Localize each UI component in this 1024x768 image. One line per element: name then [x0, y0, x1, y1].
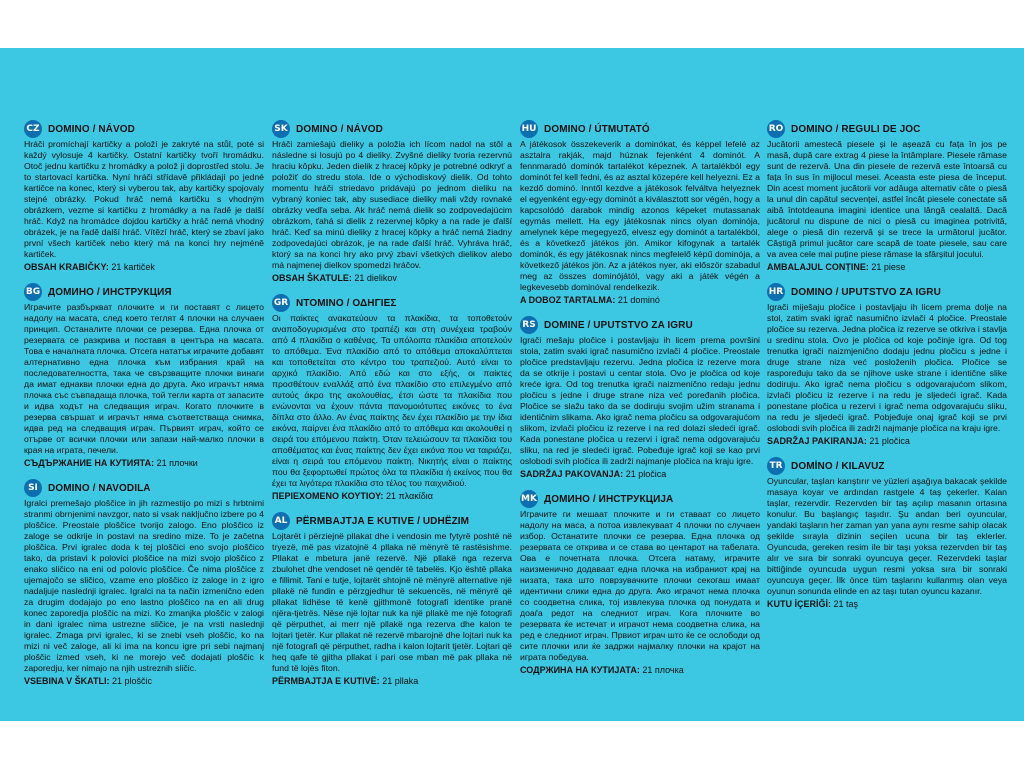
section-text: Hráči promíchají kartičky a položí je zakryté na stůl, poté si každý vylosuje 4 kartičky. Ostatní kartičky tvoří hromádku. Otoč jednu kartičku z hromádky a polož ji doprostřed stolu. Je to startovací kartička. Nyní hráči střídavě přikládají po jedné kartičce na konec, který si vyberou tak, aby kartičky spojovaly stejné obrázky. Pokud hráč nemá kartičku s vhodným obrázkem, vezme si kartičku z hromádky a na řadě je další hráč. Když na hromádce dojdou kartičky a hráč nemá vhodný obrázek, je na řadě další hráč. Vítězí hráč, který se zbaví jako první všech kartiček nebo který má na konci hry nejméně kartiček. [24, 139, 264, 259]
language-badge: SK [272, 120, 290, 138]
section-title: ДОМИНО / ИНСТРУКЦИЯ [48, 286, 172, 298]
section-title: PËRMBAJTJA E KUTIVE / UDHËZIM [296, 515, 470, 527]
box-contents: ΠΕΡΙΕΧΟΜΕΝΟ ΚΟΥΤΙΟΥ: 21 πλακίδια [272, 491, 433, 501]
language-badge: RO [767, 120, 785, 138]
section-si [24, 479, 264, 687]
box-contents: SADRŽAJ PAKIRANJA: 21 pločica [767, 436, 910, 446]
language-badge: AL [272, 512, 290, 530]
section-tr [767, 457, 1007, 610]
section-text: Igralci premešajo ploščice in jih razmestijo po mizi s hrbtnimi stranmi obrnjenimi navzgor, nato si vsak naključno izbere po 4 ploščice. Preostale ploščice tvorijo zalogo. Eno ploščico iz zaloge se odkrije in postavi na sredino mize. To je začetna ploščica. Prvi igralec doda k tej ploščici eno svojo ploščico tako, da pristavi k polovici ploščice na mizi svojo ploščico z enako sličico na eni od polovic ploščice. Če nima ploščice z ujemajočo se sličico, vzame eno ploščico iz zaloge in z igro nadaljuje naslednji igralec. Igralci na ta način izmenično eden za drugim dodajajo po eno lastno ploščico na en ali drug konec zaporedja ploščic na mizi. Ko zmanjka ploščic v zalogi in dani igralec nima ustrezne sličice, je na vrsti naslednji igralec. Zmaga prvi igralec, ki se znebi vseh ploščic, ko na mizi ni več zaloge, ali ki ima na koncu igre pri sebi najmanj ploščic izmed vseh, ki ne morejo več dodajati ploščic k zaporedju, ker nimajo na njih ustreznih sličic. [24, 498, 264, 673]
language-badge: HR [767, 283, 785, 301]
box-contents: A DOBOZ TARTALMA: 21 dominó [520, 295, 660, 305]
box-contents: OBSAH ŠKATULE: 21 dielikov [272, 273, 397, 283]
section-title: DOMINO / UPUTSTVO ZA IGRU [791, 286, 941, 298]
section-title: DOMINO / NÁVOD [48, 123, 135, 135]
section-title: DOMİNO / KILAVUZ [791, 460, 885, 472]
column-4 [767, 120, 1007, 620]
box-contents: OBSAH KRABIČKY: 21 kartiček [24, 262, 155, 272]
box-contents: СЪДЪРЖАНИЕ НА КУТИЯТА: 21 плочки [24, 458, 198, 468]
box-contents: KUTU İÇERİĞİ: 21 taş [767, 599, 859, 609]
language-badge: RS [520, 316, 538, 334]
column-1 [24, 120, 264, 697]
section-text: Jucătorii amestecă piesele și le așează cu fața în jos pe masă, după care extrag 4 piese la întâmplare. Piesele rămase sunt de rezervă. Una din piesele de rezervă este întoarsă cu fața în sus în mijlocul mesei. Aceasta este piesa de început. Din acest moment jucătorii vor adăuga alternativ câte o piesă la unul din capătul secvenței, astfel încât piesele conectate să aibă întotdeauna imagini identice una lângă cealaltă. Dacă jucătorul nu dispune de nici o piesă cu imaginea potrivită, alege o piesă din rezervă și se trece la următorul jucător. Câștigă primul jucător care scapă de toate piesele, sau care va avea cele mai puține piese rămase la sfârșitul jocului. [767, 139, 1007, 259]
section-hu [520, 120, 760, 306]
language-badge: GR [272, 294, 290, 312]
section-title: ΝΤΟΜΙΝΟ / ΟΔΗΓΙΕΣ [296, 297, 397, 309]
section-rs [520, 316, 760, 480]
section-text: A játékosok összekeverik a dominókat, és képpel lefelé az asztalra rakják, majd húznak fejenként 4 dominót. A fennmaradó dominók tartalékot képeznek. A tartalékból egy dominót fel kell fedni, és az asztal közepére kell helyezni. Ez a kezdő dominó. Inntől kezdve a játékosok felváltva helyeznek el egyenként egy-egy dominót a kiválasztott sor végén, hogy a kapcsolódó darabok mindig azonos képeket mutassanak egymás mellett. Ha egy játékosnak nincs olyan dominója, amelynek képe megegyező, elvesz egy dominót a tartalékból, és a következő játékos jön. Amikor kifogynak a tartalék dominók, és egy játékosnak nincs megfelelő képű dominója, a következő játékos jön. Az a játékos nyer, aki először szabadul meg az összes dominójától, vagy aki a játék végén a legkevesebb dominóval rendelkezik. [520, 139, 761, 292]
section-gr [272, 294, 512, 502]
section-text: Играчите ги мешаат плочките и ги ставаат со лицето надолу на маса, а потоа извлекуваат 4 плочки по случаен избор. Останатите плочки се резерва. Една плочка од резервата се открива и се става во центарот на табелата. Ова е почетната плочка. Отсега натаму, играчите наизменично додаваат една плочка на избраниот крај на низата, така што поврзувачките плочки секогаш имаат идентични слики една до друга. Ако играчот нема плочка со соодветна слика, тој извлекува плочка од понудата и доаѓа редот на следниот играч. Кога плочките во резервата ќе истечат и играчот нема соодветна слика, на ред е следниот играч. Првиот играч што ќе се ослободи од сите плочки или ќе задржи најмалку плочки на крајот на играта победува. [520, 509, 760, 662]
column-3 [520, 120, 760, 686]
section-text: Igrači mešaju pločice i postavljaju ih licem prema površini stola, zatim svaki igrač nasumično izvlači 4 pločice. Preostale pločice predstavljaju rezervu. Jedna pločica iz rezerve mora da se otkrije i postavi u centar stola. Ovo je pločica od koje kreće igra. Od tog trenutka igrači naizmenično redaju jednu pločicu s jedne i druge strane niza već poređanih pločica. Pločice se slažu tako da se dodiruju svojim užim stranama i identičnim slikama. Ako igrač nema pločicu sa odgovarajućom slikom, izvlači pločicu iz rezerve i na red dolazi sledeći igrač. Kada ponestane pločica u rezervi i igrač nema odgovarajuću sliku, na red je sledeći igrač. Pobeđuje igrač koji se kao prvi oslobodi svih pločica ili zadrži najmanje pločica na kraju igre. [520, 335, 760, 466]
box-contents: SADRŽAJ PAKOVANJA: 21 pločica [520, 469, 667, 479]
section-mk [520, 490, 760, 676]
language-badge: CZ [24, 120, 42, 138]
section-title: DOMINO / ÚTMUTATÓ [544, 123, 650, 135]
column-2 [272, 120, 512, 697]
section-cz [24, 120, 264, 273]
language-badge: BG [24, 283, 42, 301]
language-badge: SI [24, 479, 42, 497]
language-badge: TR [767, 457, 785, 475]
section-title: DOMINO / NÁVOD [296, 123, 383, 135]
section-title: DOMINO / NAVODILA [48, 482, 151, 494]
section-text: Hráči zamiešajú dieliky a položia ich lícom nadol na stôl a následne si losujú po 4 dieliky. Zvyšné dieliky tvoria rezervnú hraciu kôpku. Jeden dielik z hracej kôpky je potrebné odkryť a položiť do stredu stola. Ide o východiskový dielik. Od tohto momentu hráči striedavo pridávajú po jednom dieliku na vybraný koniec tak, aby susediace dieliky mali vždy rovnaké obrázky vedľa seba. Ak hráč nemá dielik so zodpovedajúcim obrázkom, ťahá si dielik z rezervnej kôpky a na rade je ďalší hráč. Keď sa minú dieliky z hracej kôpky a hráč nemá žiadny zodpovedajúci obrázok, je na rade ďalší hráč. Vyhráva hráč, ktorý sa na konci hry ako prvý zbaví všetkých dielikov alebo má najmenej dielkov spomedzi hráčov. [272, 139, 512, 270]
box-contents: PËRMBAJTJA E KUTIVË: 21 pllaka [272, 676, 419, 686]
section-bg [24, 283, 264, 469]
section-sk [272, 120, 512, 284]
section-text: Lojtarët i përziejnë pllakat dhe i vendosin me fytyrë poshtë në tryezë, më pas vizatojnë 4 pllaka në mënyrë të rastësishme. Pllakat e mbetura janë rezervë. Një pllakë nga rezerva zbulohet dhe vendoset në qendër të tabelës. Kjo është pllaka e fillimit. Tani e tutje, lojtarët shtojnë në mënyrë alternative një pllakë në fundin e përzgjedhur të sekuencës, në mënyrë që pllakat lidhëse të kenë gjithmonë fotografi identike pranë njëra-tjetrës. Nëse një lojtar nuk ka një pllakë me një fotografi që përputhet, ai merr një pllakë nga rezerva dhe kalon te lojtari tjetër. Kur pllakat në rezervë mbarojnë dhe lojtari nuk ka një fotografi që përputhet, radha i kalon lojtarit tjetër. Lojtari që heq qafe të gjitha pllakat i pari ose mban më pak pllaka në fund të lojës fiton. [272, 531, 512, 673]
section-text: Igrači miješaju pločice i postavljaju ih licem prema dolje na stol, zatim svaki igrač nasumično izvlači 4 pločice. Preostale pločice su rezerva. Jedna pločica iz rezerve se otkriva i stavlja u sredinu stola. Ovo je pločica od koje počinje igra. Od tog trenutka igrači naizmjenično dodaju jednu pločicu s jedne i druge strane niza već posloženih pločica. Pločice se raspoređuju tako da se njihove uske strane i identične slike dodiruju. Ako igrač nema pločicu s odgovarajućom slikom, izvlači pločicu iz rezerve i na redu je sljedeći igrač. Kada ponestane pločica u rezervi i igrač nema odgovarajuću sliku, na redu je sljedeći igrač. Pobjeđuje onaj igrač koji se prvi oslobodi svih pločica ili zadrži najmanje pločica na kraju igre. [767, 302, 1007, 433]
instruction-sheet [0, 48, 1024, 721]
section-ro [767, 120, 1007, 273]
language-badge: HU [520, 120, 538, 138]
box-contents: СОДРЖИНА НА КУТИЈАТА: 21 плочка [520, 665, 684, 675]
box-contents: VSEBINA V ŠKATLI: 21 ploščic [24, 676, 153, 686]
section-text: Играчите разбъркват плочките и ги поставят с лицето надолу на масата, след което теглят 4 плочки на случаен принцип. Останалите плочки се резерва. Една плочка от резервата се разкрива и поставя в центъра на масата. Това е началната плочка. Отсега нататък играчите добавят алтернативно една плочка към избрания край на последователността, така че свързващите плочки винаги да имат еднакви плочки една до друга. Ако играчът няма плочка със съвпадаща плочка, той тегли карта от запасите и идва ходът на следващия играч. Когато плочките в резерва свършат и играчът няма съответстваща снимка, идва ред на следващия играч. Първият играч, който се отърве от всички плочки или запази най-малко плочки в края на играта, печели. [24, 302, 264, 455]
section-text: Οι παίκτες ανακατεύουν τα πλακίδια, τα τοποθετούν αναποδογυρισμένα στο τραπέζι και στη συνέχεια τραβούν από 4 πλακίδια ο καθένας. Τα υπόλοιπα πλακίδια αποτελούν το απόθεμα. Ένα πλακίδιο από το απόθεμα αποκαλύπτεται και τοποθετείται στο κέντρο του τραπεζιού. Αυτό είναι το αρχικό πλακίδιο. Από εδώ και στο εξής, οι παίκτες προσθέτουν εναλλάξ από ένα πλακίδιο στο επιλεγμένο από αυτούς άκρο της ακολουθίας, έτσι ώστε τα πλακίδια που ενώνονται να έχουν πάντα πανομοιότυπες εικόνες το ένα δίπλα στο άλλο. Αν ένας παίκτης δεν έχει πλακίδιο με την ίδια εικόνα, παίρνει ένα πλακίδιο από το απόθεμα και ακολουθεί η σειρά του επόμενου παίκτη. Όταν τελειώσουν τα πλακίδια του αποθέματος και ένας παίκτης δεν έχει εικόνα που να ταιριάζει, είναι η σειρά του επόμενου παίκτη. Νικητής είναι ο παίκτης που θα ξεφορτωθεί πρώτος όλα τα πλακίδια ή εκείνος που θα έχει τα λιγότερα πλακίδια στο τέλος του παιχνιδιού. [272, 313, 512, 488]
section-title: DOMINE / UPUTSTVO ZA IGRU [544, 319, 693, 331]
section-hr [767, 283, 1007, 447]
section-al [272, 512, 512, 687]
section-title: ДОМИНО / ИНСТРУКЦИЈА [544, 493, 674, 505]
section-text: Oyuncular, taşları karıştırır ve yüzleri aşağıya bakacak şekilde masaya koyar ve ardından rastgele 4 taş çekerler. Kalan taşlar, rezervdir. Rezervden bir taş açılıp masanın ortasına konulur. Bu başlangıç taşıdır. Şu andan beri oyuncular, yandaki taşların her zaman yan yana aynı resme sahip olacak şekilde sırayla dizinin seçilen ucuna bir taş eklerler. Oyuncuda, gereken resim ile bir taşı yoksa rezervden bir taş alır ve sıra bir sonraki oyuncuya geçer. Rezervdeki taşlar bittiğinde oyuncuda uygun resmi yoksa sıra bir sonraki oyuncuya geçer. İlk önce tüm taşlarını kullanmış olan veya oyunun sonunda elinde en az taşı tutan oyuncu kazanır. [767, 476, 1007, 596]
section-title: DOMINO / REGULI DE JOC [791, 123, 921, 135]
language-badge: MK [520, 490, 538, 508]
box-contents: AMBALAJUL CONȚINE: 21 piese [767, 262, 906, 272]
